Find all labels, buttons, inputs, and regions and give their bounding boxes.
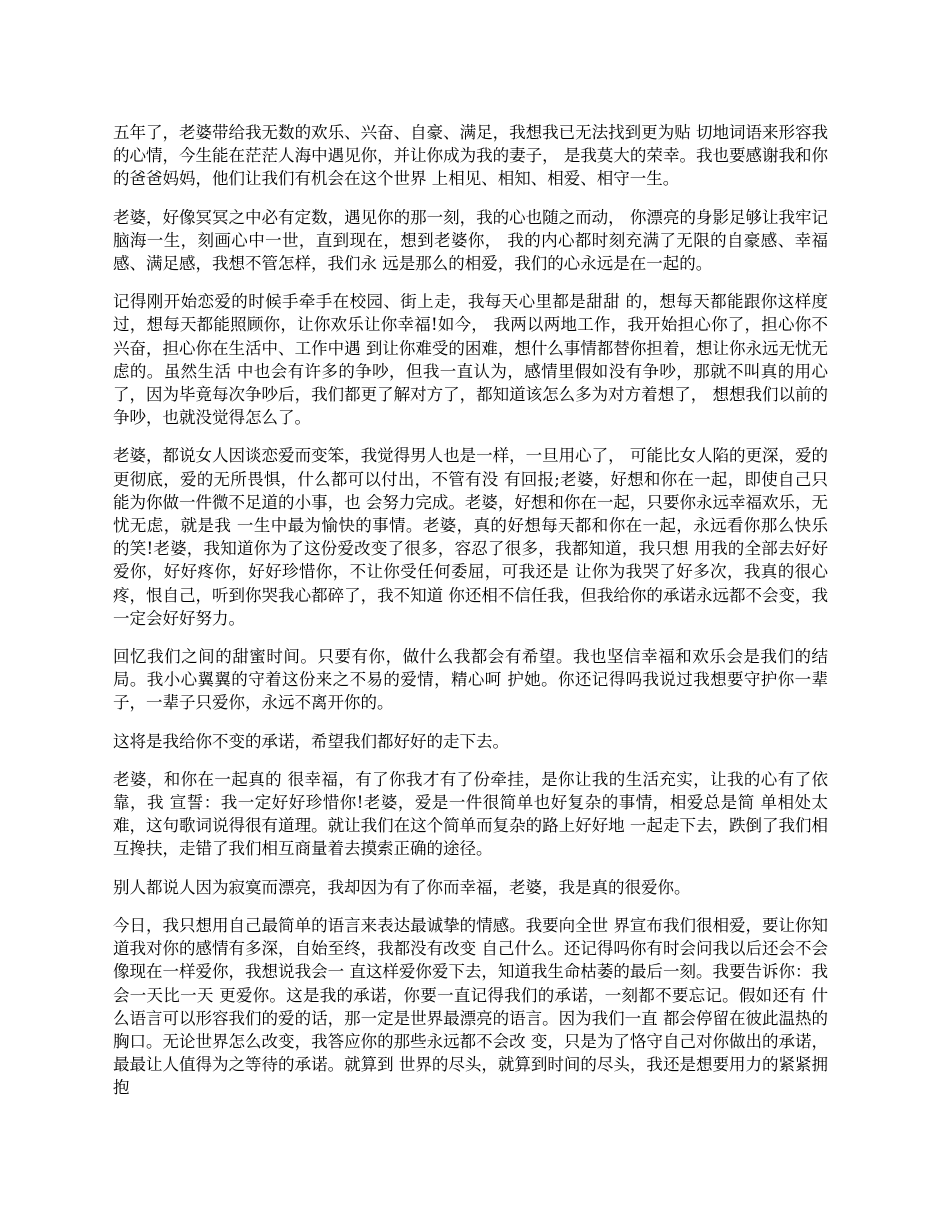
paragraph-9: 今日，我只想用自己最简单的语言来表达最诚挚的情感。我要向全世 界宣布我们很相爱，要让你知道我对你的感情有多深，自始至终，我都没有改变 自己什么。还记得吗你有时会问我以后还会不会像现在一样爱你，我想说我会一 直这样爱你爱下去，知道我生命枯萎的最后一刻。我要告诉你：我会一天比一天 更爱你。这是我的承诺，你要一直记得我们的承诺，一刻都不要忘记。假如还有 什么语言可以形容我们的爱的话，那一定是世界最漂亮的语言。因为我们一直 都会停留在彼此温热的胸口。无论世界怎么改变，我答应你的那些永远都不会改 变，只是为了恪守自己对你做出的承诺，最最让人值得为之等待的承诺。就算到 世界的尽头，就算到时间的尽头，我还是想要用力的紧紧拥抱 xyxy=(113,915,828,1098)
paragraph-5: 回忆我们之间的甜蜜时间。只要有你，做什么我都会有希望。我也坚信幸福和欢乐会是我们的结局。我小心翼翼的守着这份来之不易的爱情，精心呵 护她。你还记得吗我说过我想要守护你一辈子，一辈子只爱你，永远不离开你的。 xyxy=(113,647,828,713)
paragraph-3: 记得刚开始恋爱的时候手牵手在校园、街上走，我每天心里都是甜甜 的，想每天都能跟你这样度过，想每天都能照顾你，让你欢乐让你幸福!如今， 我两以两地工作，我开始担心你了，担心你不兴奋，担心你在生活中、工作中遇 到让你难受的困难，想什么事情都替你担着，想让你永远无忧无虑的。虽然生活 中也会有许多的争吵，但我一直认为，感情里假如没有争吵，那就不叫真的用心 了，因为毕竟每次争吵后，我们都更了解对方了，都知道该怎么多为对方着想了， 想想我们以前的争吵，也就没觉得怎么了。 xyxy=(113,292,828,428)
paragraph-2: 老婆，好像冥冥之中必有定数，遇见你的那一刻，我的心也随之而动， 你漂亮的身影足够让我牢记脑海一生，刻画心中一世，直到现在，想到老婆你， 我的内心都时刻充满了无限的自豪感、幸福感、满足感，我想不管怎样，我们永 远是那么的相爱，我们的心永远是在一起的。 xyxy=(113,207,828,274)
paragraph-6: 这将是我给你不变的承诺，希望我们都好好的走下去。 xyxy=(113,731,509,751)
paragraph-7: 老婆，和你在一起真的 很幸福，有了你我才有了份牵挂，是你让我的生活充实，让我的心有了依靠，我 宣誓：我一定好好珍惜你!老婆，爱是一件很简单也好复杂的事情，相爱总是简 单相处太难，这句歌词说得很有道理。就让我们在这个简单而复杂的路上好好地 一起走下去，跌倒了我们相互搀扶，走错了我们相互商量着去摸索正确的途径。 xyxy=(113,769,828,859)
paragraph-4: 老婆，都说女人因谈恋爱而变笨，我觉得男人也是一样，一旦用心了， 可能比女人陷的更深，爱的更彻底，爱的无所畏惧，什么都可以付出，不管有没 有回报;老婆，好想和你在一起，即使自己只能为你做一件微不足道的小事，也 会努力完成。老婆，好想和你在一起，只要你永远幸福欢乐，无忧无虑，就是我 一生中最为愉快的事情。老婆，真的好想每天都和你在一起，永远看你那么快乐 的笑!老婆，我知道你为了这份爱改变了很多，容忍了很多，我都知道，我只想 用我的全部去好好爱你，好好疼你，好好珍惜你，不让你受任何委屈，可我还是 让你为我哭了好多次，我真的很心疼，恨自己，听到你哭我心都碎了，我不知道 你还相不信任我，但我给你的承诺永远都不会变，我一定会好好努力。 xyxy=(113,446,828,628)
paragraph-1: 五年了，老婆带给我无数的欢乐、兴奋、自豪、满足，我想我已无法找到更为贴 切地词语来形容我的心情，今生能在茫茫人海中遇见你，并让你成为我的妻子， 是我莫大的荣幸。我也要感谢我和你的爸爸妈妈，他们让我们有机会在这个世界 上相见、相知、相爱、相守一生。 xyxy=(113,123,828,189)
document-body xyxy=(113,121,828,1115)
paragraph-8: 别人都说人因为寂寞而漂亮，我却因为有了你而幸福，老婆，我是真的很爱你。 xyxy=(113,877,691,897)
